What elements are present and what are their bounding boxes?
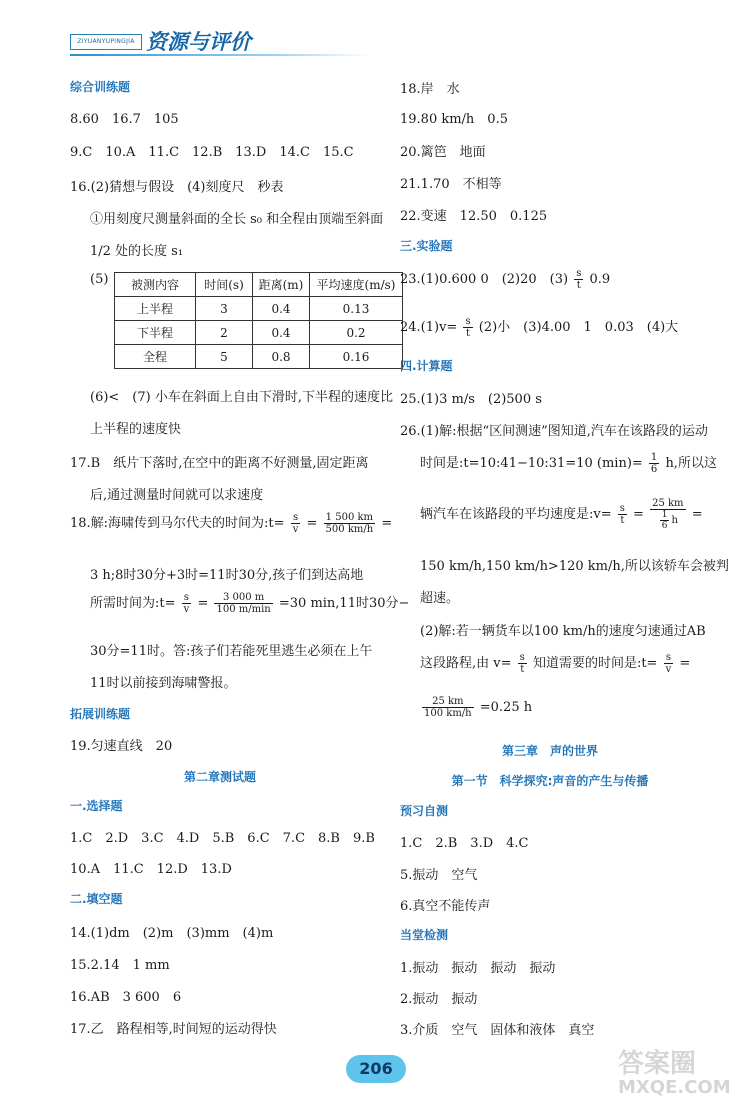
table-header-cell: 时间(s) — [196, 273, 253, 297]
table-cell: 0.16 — [310, 345, 403, 369]
section1-title: 第一节 科学探究:声音的产生与传播 — [451, 774, 649, 788]
answer-f19: 19.80 km/h 0.5 — [400, 112, 508, 127]
table-cell: 5 — [196, 345, 253, 369]
fraction: $\frac{s}{v}$ — [183, 592, 190, 615]
answer-q18-e: 11时以前接到海啸警报。 — [90, 676, 237, 691]
section-tuozhan: 拓展训练题 — [70, 707, 131, 721]
table-cell: 下半程 — [115, 321, 196, 345]
answer-q16-5: (5) — [90, 272, 109, 287]
section-xuanze: 一.选择题 — [70, 799, 123, 813]
table-row — [115, 345, 403, 369]
fraction: $\frac{25 km}{100 km/h}$ — [424, 696, 472, 719]
logo-pinyin: ZIYUANYUPINGJIA — [70, 34, 142, 50]
answer-f22: 22.变速 12.50 0.125 — [400, 209, 548, 224]
answer-f18: 18.岸 水 — [400, 82, 460, 97]
table-header-cell: 距离(m) — [253, 273, 310, 297]
section-zonghe: 综合训练题 — [70, 80, 131, 94]
fraction: $\frac{3 000 m}{100 m/\min}$ — [216, 592, 271, 615]
section-jisuan: 四.计算题 — [400, 359, 453, 373]
table-cell: 上半程 — [115, 297, 196, 321]
answer-q16-6b: 上半程的速度快 — [90, 422, 182, 437]
section-dangtang: 当堂检测 — [400, 928, 449, 942]
answer-c26-b: 时间是:t=10:41−10:31=10 (min)= $\frac{1}{6}$ h,所以这 — [420, 452, 717, 475]
table-cell: 0.8 — [253, 345, 310, 369]
watermark: 答案圈 MXQE.COM — [618, 1049, 731, 1098]
logo-title: 资源与评价 — [146, 30, 251, 54]
answer-c26-d: 150 km/h,150 km/h>120 km/h,所以该轿车会被判 — [420, 559, 729, 574]
answer-q17-b: 后,通过测量时间就可以求速度 — [90, 488, 264, 503]
answer-e23: 23.(1)0.600 0 (2)20 (3) $\frac{s}{t}$ 0.9 — [400, 268, 611, 291]
answer-c26-g: 这段路程,由 v= $\frac{s}{t}$ 知道需要的时间是:t= $\frac{s}{v}$ = — [420, 652, 691, 675]
fraction: $\frac{s}{v}$ — [292, 512, 299, 535]
answer-f15: 15.2.14 1 mm — [70, 958, 170, 973]
table-cell: 0.4 — [253, 297, 310, 321]
chapter3-title: 第三章 声的世界 — [501, 744, 598, 758]
answer-c26-c: 辆汽车在该路段的平均速度是:v= $\frac{s}{t}$ = 25 km $\frac{1}{6}$ h = — [420, 498, 703, 531]
answer-p5: 5.振动 空气 — [400, 868, 478, 883]
answer-f20: 20.篱笆 地面 — [400, 145, 486, 160]
fraction: 25 km $\frac{1}{6}$ h — [652, 498, 684, 531]
answer-q19: 19.匀速直线 20 — [70, 739, 173, 754]
answer-p6: 6.真空不能传声 — [400, 899, 491, 914]
measurement-table — [114, 272, 403, 369]
answer-q16-6a: (6)< (7) 小车在斜面上自由下滑时,下半程的速度比 — [90, 390, 393, 405]
answer-f16: 16.AB 3 600 6 — [70, 990, 182, 1005]
fraction: $\frac{s}{v}$ — [665, 652, 672, 675]
answer-f14: 14.(1)dm (2)m (3)mm (4)m — [70, 926, 274, 941]
answer-f21: 21.1.70 不相等 — [400, 177, 502, 192]
answer-c26-h: $\frac{25 km}{100 km/h}$ =0.25 h — [424, 696, 533, 719]
answer-p1: 1.C 2.B 3.D 4.C — [400, 836, 529, 851]
table-row — [115, 321, 403, 345]
q18-a-text: 18.解:海啸传到马尔代夫的时间为:t= — [70, 516, 285, 531]
table-cell: 全程 — [115, 345, 196, 369]
answer-q18-b: 3 h;8时30分+3时=11时30分,孩子们到达高地 — [90, 568, 364, 583]
answer-c26-e: 超速。 — [420, 591, 460, 606]
answer-d2: 2.振动 振动 — [400, 992, 478, 1007]
answer-q8: 8.60 16.7 105 — [70, 112, 179, 127]
table-row — [115, 297, 403, 321]
section-yuxi: 预习自测 — [400, 804, 449, 818]
fraction: $\frac{s}{t}$ — [576, 268, 582, 291]
page-header — [0, 0, 750, 64]
section-shiyan: 三.实验题 — [400, 239, 453, 253]
answer-q16-c: 1/2 处的长度 s₁ — [90, 244, 184, 259]
table-cell: 0.13 — [310, 297, 403, 321]
answer-q16-b: ①用刻度尺测量斜面的全长 s₀ 和全程由顶端至斜面 — [90, 212, 384, 227]
table-cell: 2 — [196, 321, 253, 345]
table-cell: 0.2 — [310, 321, 403, 345]
answer-c25: 25.(1)3 m/s (2)500 s — [400, 392, 542, 407]
page-number: 206 — [346, 1055, 406, 1083]
table-cell: 3 — [196, 297, 253, 321]
fraction: $\frac{s}{t}$ — [465, 316, 471, 339]
answer-d3: 3.介质 空气 固体和液体 真空 — [400, 1023, 595, 1038]
table-header-row — [115, 273, 403, 297]
section-tiankong: 二.填空题 — [70, 892, 123, 906]
fraction: $\frac{s}{t}$ — [519, 652, 525, 675]
table-header-cell: 被测内容 — [115, 273, 196, 297]
answer-q18-a: 18.解:海啸传到马尔代夫的时间为:t= $\frac{s}{v}$ = $\frac{1 500 km}{500 km/h}$ = — [70, 512, 393, 535]
answer-c26-a: 26.(1)解:根据“区间测速”图知道,汽车在该路段的运动 — [400, 424, 708, 439]
fraction: $\frac{1}{6}$ — [650, 452, 658, 475]
answer-q16-a: 16.(2)猜想与假设 (4)刻度尺 秒表 — [70, 180, 284, 195]
answer-s1: 1.C 2.D 3.C 4.D 5.B 6.C 7.C 8.B 9.B — [70, 831, 375, 846]
chapter2-title: 第二章测试题 — [183, 770, 256, 784]
answer-f17: 17.乙 路程相等,时间短的运动得快 — [70, 1022, 277, 1037]
header-rule — [70, 54, 370, 56]
answer-s10: 10.A 11.C 12.D 13.D — [70, 862, 232, 877]
answer-q18-d: 30分=11时。答:孩子们若能死里逃生必须在上午 — [90, 644, 373, 659]
answer-q9: 9.C 10.A 11.C 12.B 13.D 14.C 15.C — [70, 145, 354, 160]
fraction: $\frac{1 500 km}{500 km/h}$ — [325, 512, 374, 535]
answer-q17-a: 17.B 纸片下落时,在空中的距离不好测量,固定距离 — [70, 456, 369, 471]
answer-q18-c: 所需时间为:t= $\frac{s}{v}$ = $\frac{3 000 m}{100 m/\min}$ =30 min,11时30分− — [90, 592, 410, 615]
answer-c26-f: (2)解:若一辆货车以100 km/h的速度匀速通过AB — [420, 624, 706, 639]
fraction: $\frac{s}{t}$ — [619, 503, 625, 526]
table-header-cell: 平均速度(m/s) — [310, 273, 403, 297]
table-cell: 0.4 — [253, 321, 310, 345]
answer-d1: 1.振动 振动 振动 振动 — [400, 961, 556, 976]
answer-e24: 24.(1)v= $\frac{s}{t}$ (2)小 (3)4.00 1 0.03 (4)大 — [400, 316, 679, 339]
